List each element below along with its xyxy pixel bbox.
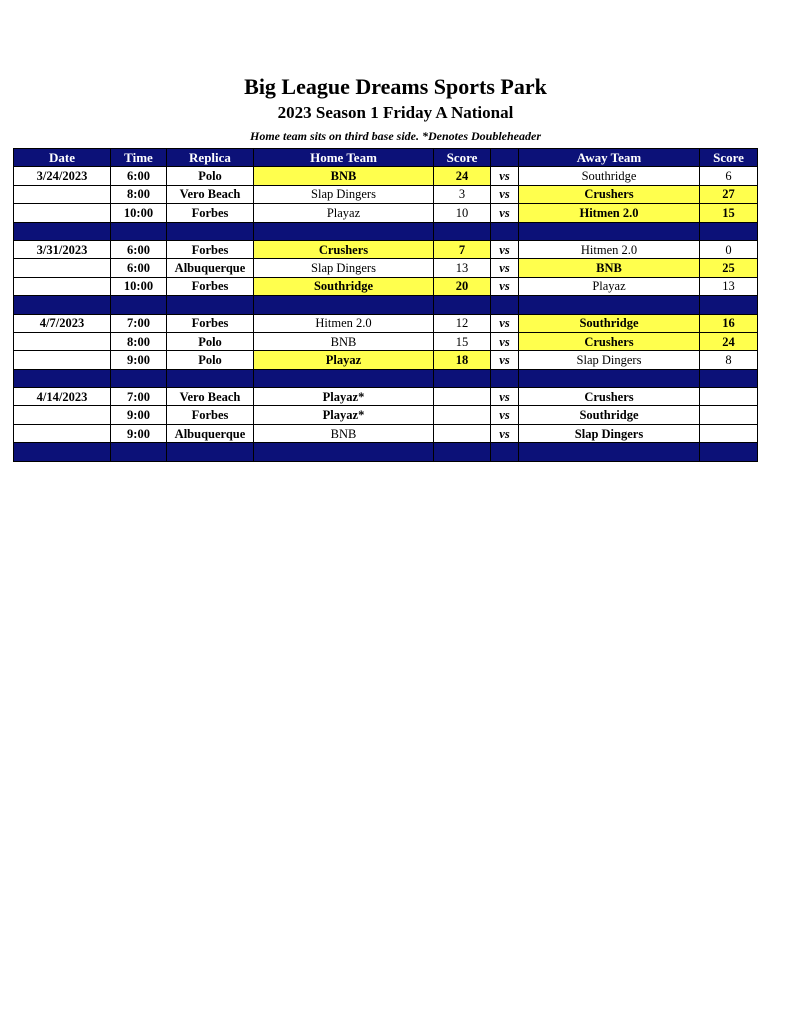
- home-team: Playaz*: [254, 406, 434, 424]
- vs-label: vs: [491, 167, 519, 185]
- away-score: 6: [700, 167, 758, 185]
- home-score: [434, 388, 491, 406]
- header-row: [14, 149, 758, 167]
- home-team: Hitmen 2.0: [254, 314, 434, 332]
- home-score: 15: [434, 332, 491, 350]
- home-score: [434, 406, 491, 424]
- game-time: 9:00: [111, 351, 167, 369]
- separator-cell: [519, 296, 700, 314]
- separator-cell: [254, 443, 434, 461]
- away-team: Crushers: [519, 388, 700, 406]
- separator-cell: [14, 443, 111, 461]
- vs-label: vs: [491, 332, 519, 350]
- header-away-team: Away Team: [519, 149, 700, 167]
- game-date: [14, 259, 111, 277]
- table-row: [14, 240, 758, 258]
- week-separator: [14, 369, 758, 387]
- vs-label: vs: [491, 259, 519, 277]
- separator-cell: [167, 296, 254, 314]
- home-team: Playaz*: [254, 388, 434, 406]
- week-separator: [14, 443, 758, 461]
- game-field: Albuquerque: [167, 259, 254, 277]
- away-team: Crushers: [519, 185, 700, 203]
- vs-label: vs: [491, 185, 519, 203]
- table-row: [14, 259, 758, 277]
- away-team: BNB: [519, 259, 700, 277]
- home-team: Crushers: [254, 240, 434, 258]
- away-score: [700, 424, 758, 442]
- home-score: 10: [434, 204, 491, 222]
- home-score: 18: [434, 351, 491, 369]
- separator-cell: [167, 222, 254, 240]
- schedule-table: [13, 148, 758, 462]
- table-row: [14, 388, 758, 406]
- table-row: [14, 204, 758, 222]
- schedule-body: [14, 167, 758, 461]
- vs-label: vs: [491, 424, 519, 442]
- home-score: 20: [434, 277, 491, 295]
- separator-cell: [700, 443, 758, 461]
- game-time: 9:00: [111, 424, 167, 442]
- game-date: [14, 424, 111, 442]
- separator-cell: [111, 222, 167, 240]
- header-time: Time: [111, 149, 167, 167]
- away-score: [700, 406, 758, 424]
- game-time: 7:00: [111, 314, 167, 332]
- header-home-team: Home Team: [254, 149, 434, 167]
- separator-cell: [167, 369, 254, 387]
- header-vs: [491, 149, 519, 167]
- home-score: 7: [434, 240, 491, 258]
- separator-cell: [14, 296, 111, 314]
- separator-cell: [491, 296, 519, 314]
- separator-cell: [519, 222, 700, 240]
- separator-cell: [14, 369, 111, 387]
- away-score: 8: [700, 351, 758, 369]
- home-score: 24: [434, 167, 491, 185]
- game-time: 8:00: [111, 332, 167, 350]
- vs-label: vs: [491, 277, 519, 295]
- home-score: 3: [434, 185, 491, 203]
- game-time: 6:00: [111, 167, 167, 185]
- separator-cell: [434, 222, 491, 240]
- page-title: Big League Dreams Sports Park: [244, 74, 547, 99]
- away-team: Southridge: [519, 167, 700, 185]
- game-date: 4/14/2023: [14, 388, 111, 406]
- game-field: Forbes: [167, 240, 254, 258]
- separator-cell: [111, 369, 167, 387]
- game-time: 10:00: [111, 204, 167, 222]
- home-team: Playaz: [254, 351, 434, 369]
- header-date: Date: [14, 149, 111, 167]
- away-score: 27: [700, 185, 758, 203]
- game-time: 7:00: [111, 388, 167, 406]
- game-field: Vero Beach: [167, 388, 254, 406]
- separator-cell: [491, 369, 519, 387]
- home-score: 12: [434, 314, 491, 332]
- away-score: 25: [700, 259, 758, 277]
- game-date: 3/31/2023: [14, 240, 111, 258]
- home-score: [434, 424, 491, 442]
- separator-cell: [700, 296, 758, 314]
- separator-cell: [434, 443, 491, 461]
- away-score: 15: [700, 204, 758, 222]
- game-date: [14, 351, 111, 369]
- separator-cell: [519, 369, 700, 387]
- week-separator: [14, 222, 758, 240]
- game-field: Forbes: [167, 204, 254, 222]
- game-date: [14, 332, 111, 350]
- page-note: Home team sits on third base side. *Denotes Doubleheader: [250, 129, 541, 143]
- vs-label: vs: [491, 351, 519, 369]
- game-time: 6:00: [111, 240, 167, 258]
- week-separator: [14, 296, 758, 314]
- table-row: [14, 332, 758, 350]
- header-away-score: Score: [700, 149, 758, 167]
- away-score: 16: [700, 314, 758, 332]
- table-row: [14, 351, 758, 369]
- away-score: 0: [700, 240, 758, 258]
- away-team: Southridge: [519, 406, 700, 424]
- separator-cell: [254, 222, 434, 240]
- vs-label: vs: [491, 314, 519, 332]
- game-date: [14, 204, 111, 222]
- vs-label: vs: [491, 406, 519, 424]
- home-team: Playaz: [254, 204, 434, 222]
- table-row: [14, 277, 758, 295]
- game-field: Forbes: [167, 314, 254, 332]
- separator-cell: [111, 296, 167, 314]
- home-score: 13: [434, 259, 491, 277]
- separator-cell: [700, 222, 758, 240]
- game-date: [14, 277, 111, 295]
- separator-cell: [700, 369, 758, 387]
- separator-cell: [14, 222, 111, 240]
- separator-cell: [491, 222, 519, 240]
- separator-cell: [111, 443, 167, 461]
- game-field: Forbes: [167, 277, 254, 295]
- vs-label: vs: [491, 204, 519, 222]
- separator-cell: [434, 296, 491, 314]
- table-row: [14, 406, 758, 424]
- game-time: 6:00: [111, 259, 167, 277]
- game-time: 9:00: [111, 406, 167, 424]
- table-row: [14, 185, 758, 203]
- separator-cell: [167, 443, 254, 461]
- header-replica: Replica: [167, 149, 254, 167]
- home-team: BNB: [254, 167, 434, 185]
- game-date: [14, 406, 111, 424]
- table-row: [14, 314, 758, 332]
- away-team: Hitmen 2.0: [519, 204, 700, 222]
- vs-label: vs: [491, 240, 519, 258]
- vs-label: vs: [491, 388, 519, 406]
- game-date: [14, 185, 111, 203]
- separator-cell: [254, 369, 434, 387]
- game-time: 8:00: [111, 185, 167, 203]
- away-team: Southridge: [519, 314, 700, 332]
- separator-cell: [254, 296, 434, 314]
- game-time: 10:00: [111, 277, 167, 295]
- game-field: Forbes: [167, 406, 254, 424]
- page-subtitle: 2023 Season 1 Friday A National: [277, 103, 514, 122]
- away-team: Slap Dingers: [519, 351, 700, 369]
- game-field: Vero Beach: [167, 185, 254, 203]
- game-field: Albuquerque: [167, 424, 254, 442]
- game-field: Polo: [167, 351, 254, 369]
- home-team: BNB: [254, 424, 434, 442]
- table-row: [14, 424, 758, 442]
- table-row: [14, 167, 758, 185]
- away-score: 24: [700, 332, 758, 350]
- away-team: Slap Dingers: [519, 424, 700, 442]
- away-score: [700, 388, 758, 406]
- game-date: 4/7/2023: [14, 314, 111, 332]
- separator-cell: [519, 443, 700, 461]
- home-team: Southridge: [254, 277, 434, 295]
- game-field: Polo: [167, 332, 254, 350]
- home-team: BNB: [254, 332, 434, 350]
- header-home-score: Score: [434, 149, 491, 167]
- away-team: Playaz: [519, 277, 700, 295]
- away-score: 13: [700, 277, 758, 295]
- away-team: Hitmen 2.0: [519, 240, 700, 258]
- home-team: Slap Dingers: [254, 185, 434, 203]
- separator-cell: [434, 369, 491, 387]
- game-field: Polo: [167, 167, 254, 185]
- home-team: Slap Dingers: [254, 259, 434, 277]
- away-team: Crushers: [519, 332, 700, 350]
- separator-cell: [491, 443, 519, 461]
- game-date: 3/24/2023: [14, 167, 111, 185]
